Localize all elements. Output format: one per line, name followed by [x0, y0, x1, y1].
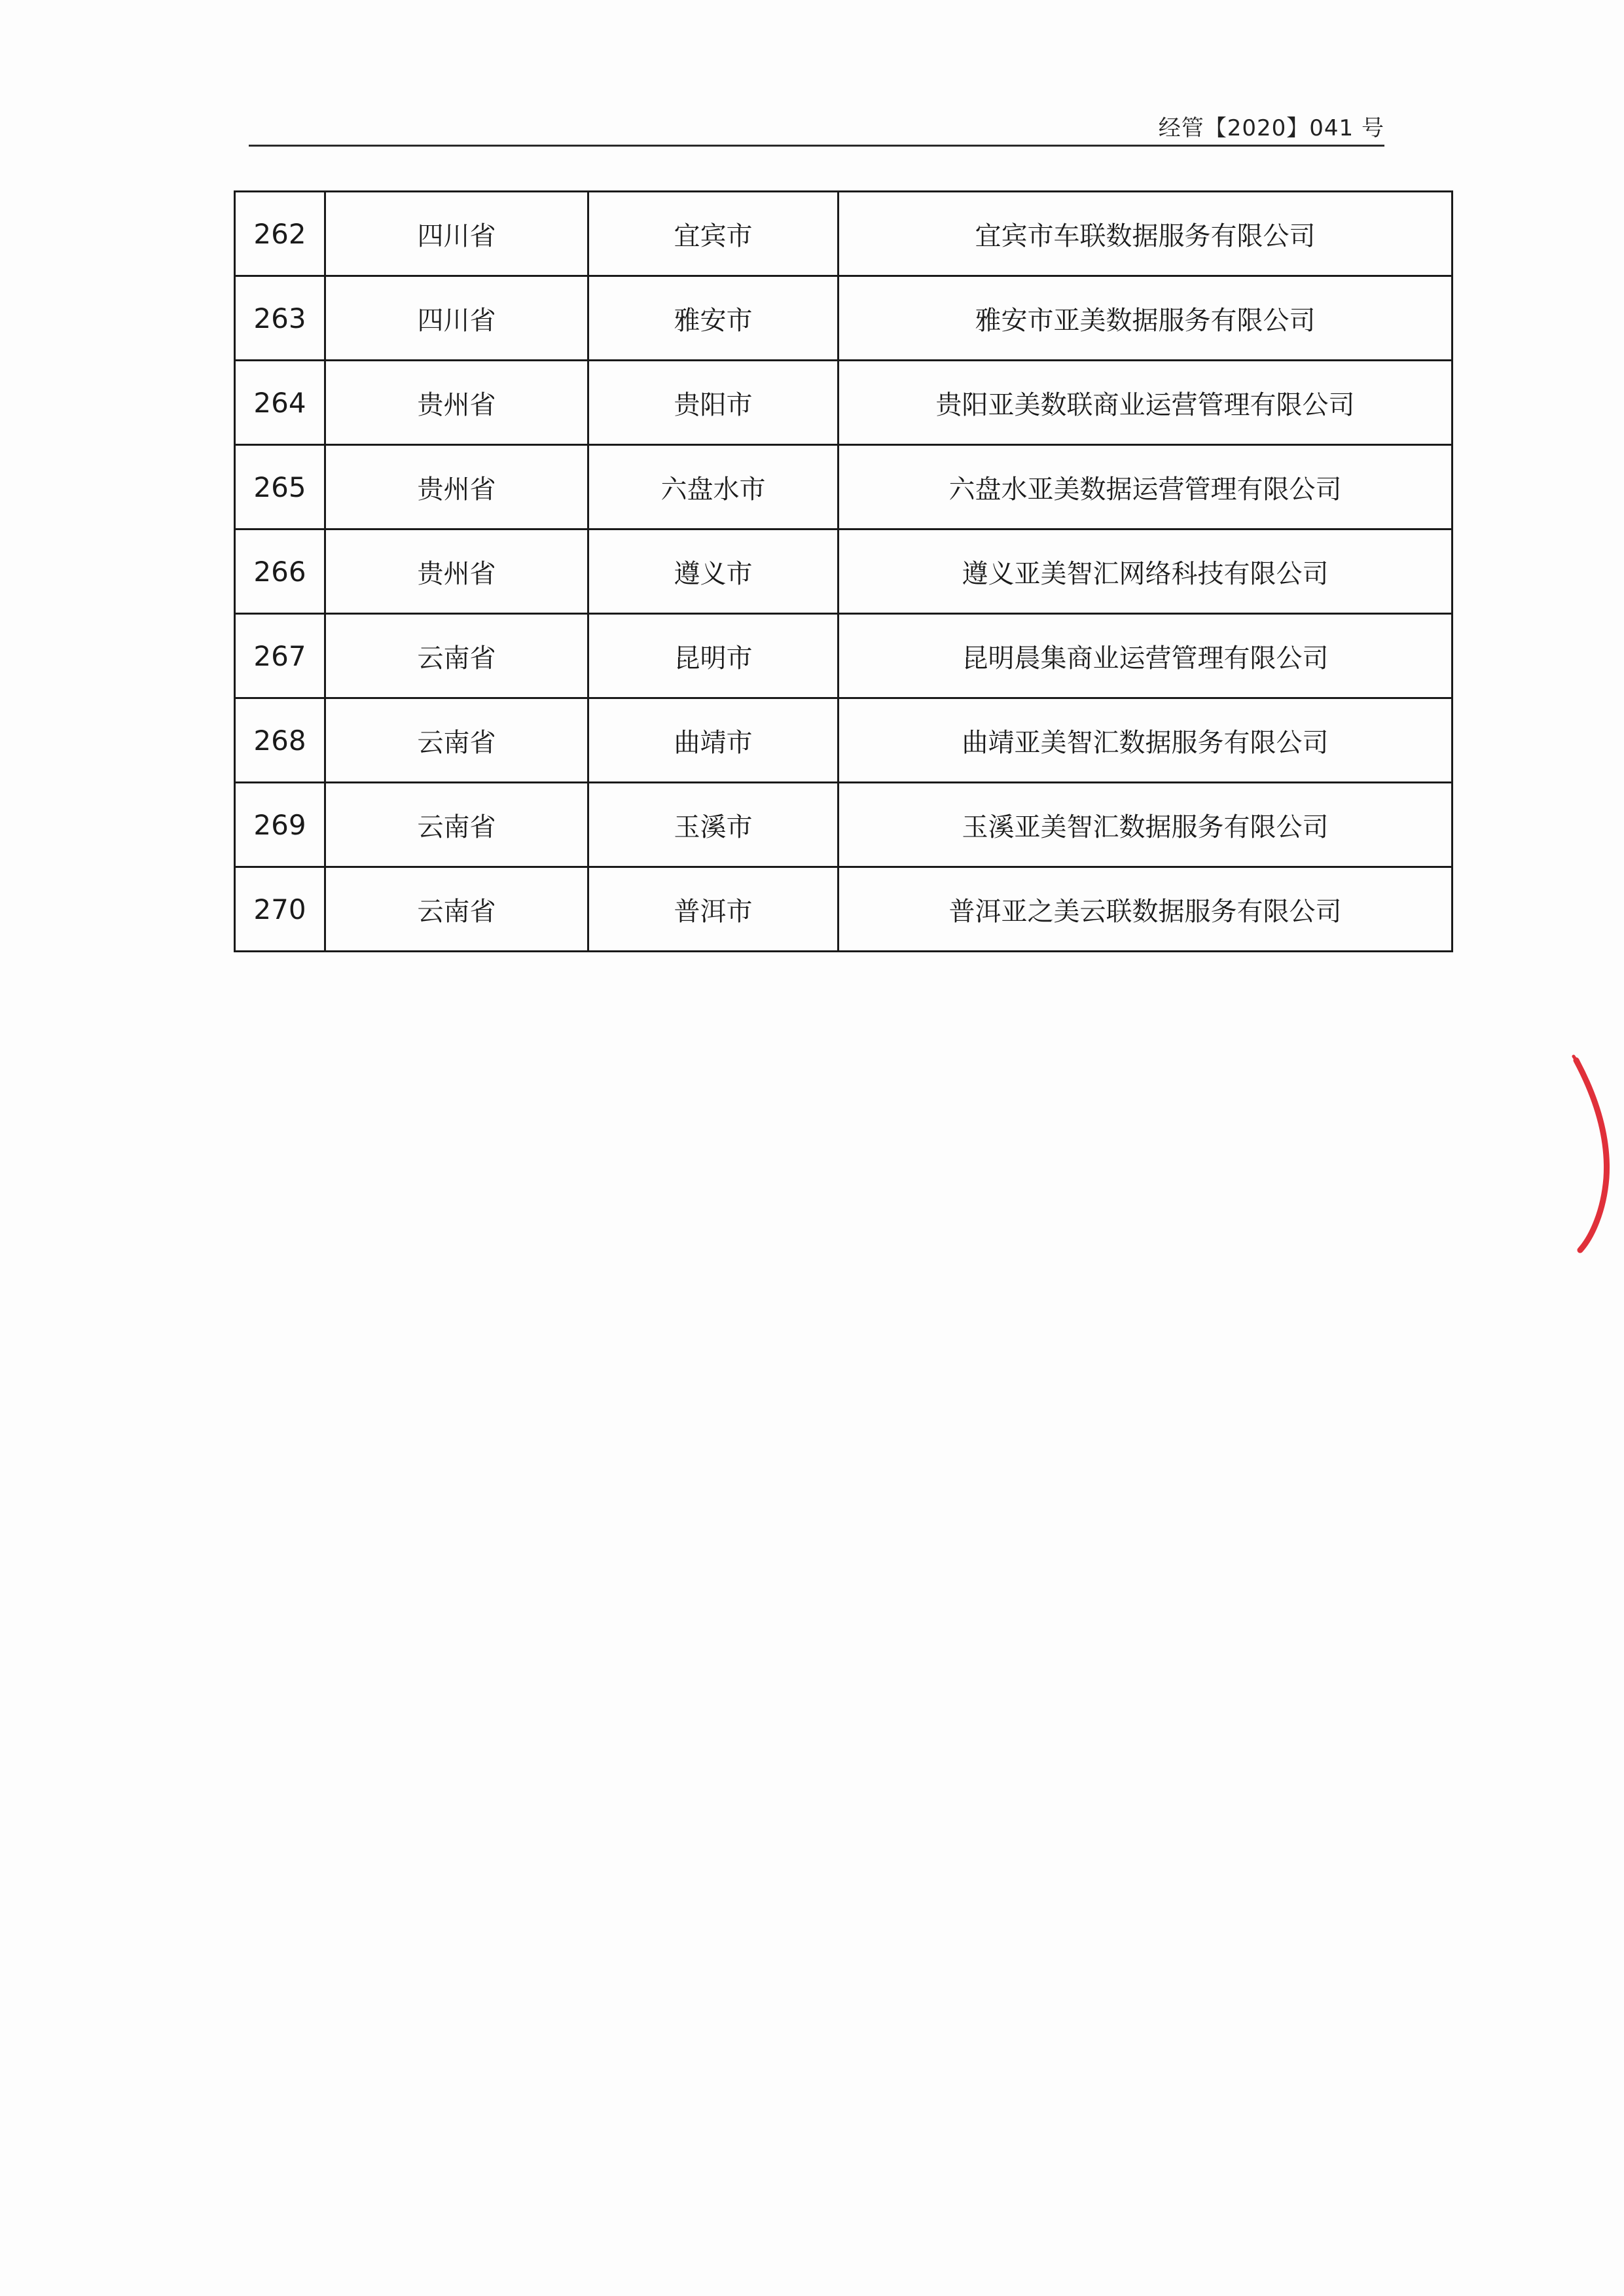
row-number: 268	[235, 698, 325, 783]
company-table	[234, 190, 1453, 952]
table-row	[235, 698, 1453, 783]
city-cell: 玉溪市	[588, 783, 839, 867]
province-cell: 贵州省	[325, 445, 588, 529]
row-number: 262	[235, 192, 325, 276]
row-number: 264	[235, 361, 325, 445]
city-cell: 贵阳市	[588, 361, 839, 445]
city-cell: 雅安市	[588, 276, 839, 361]
table-row	[235, 361, 1453, 445]
province-cell: 云南省	[325, 867, 588, 952]
company-cell: 贵阳亚美数联商业运营管理有限公司	[839, 361, 1453, 445]
table-row	[235, 445, 1453, 529]
table-row	[235, 529, 1453, 614]
row-number: 266	[235, 529, 325, 614]
table-row	[235, 867, 1453, 952]
row-number: 269	[235, 783, 325, 867]
row-number: 265	[235, 445, 325, 529]
row-number: 270	[235, 867, 325, 952]
company-cell: 普洱亚之美云联数据服务有限公司	[839, 867, 1453, 952]
province-cell: 四川省	[325, 276, 588, 361]
province-cell: 云南省	[325, 698, 588, 783]
company-cell: 曲靖亚美智汇数据服务有限公司	[839, 698, 1453, 783]
city-cell: 遵义市	[588, 529, 839, 614]
row-number: 263	[235, 276, 325, 361]
province-cell: 贵州省	[325, 361, 588, 445]
company-cell: 雅安市亚美数据服务有限公司	[839, 276, 1453, 361]
province-cell: 四川省	[325, 192, 588, 276]
company-cell: 宜宾市车联数据服务有限公司	[839, 192, 1453, 276]
city-cell: 宜宾市	[588, 192, 839, 276]
province-cell: 云南省	[325, 783, 588, 867]
document-number: 经管【2020】041 号	[1158, 115, 1384, 141]
company-cell: 六盘水亚美数据运营管理有限公司	[839, 445, 1453, 529]
table-row	[235, 614, 1453, 698]
red-seal-edge	[1551, 1054, 1623, 1257]
row-number: 267	[235, 614, 325, 698]
company-cell: 遵义亚美智汇网络科技有限公司	[839, 529, 1453, 614]
table-row	[235, 192, 1453, 276]
header-divider	[249, 145, 1384, 147]
city-cell: 曲靖市	[588, 698, 839, 783]
province-cell: 云南省	[325, 614, 588, 698]
province-cell: 贵州省	[325, 529, 588, 614]
company-cell: 昆明晨集商业运营管理有限公司	[839, 614, 1453, 698]
city-cell: 昆明市	[588, 614, 839, 698]
table-row	[235, 783, 1453, 867]
city-cell: 六盘水市	[588, 445, 839, 529]
table-row	[235, 276, 1453, 361]
company-cell: 玉溪亚美智汇数据服务有限公司	[839, 783, 1453, 867]
city-cell: 普洱市	[588, 867, 839, 952]
